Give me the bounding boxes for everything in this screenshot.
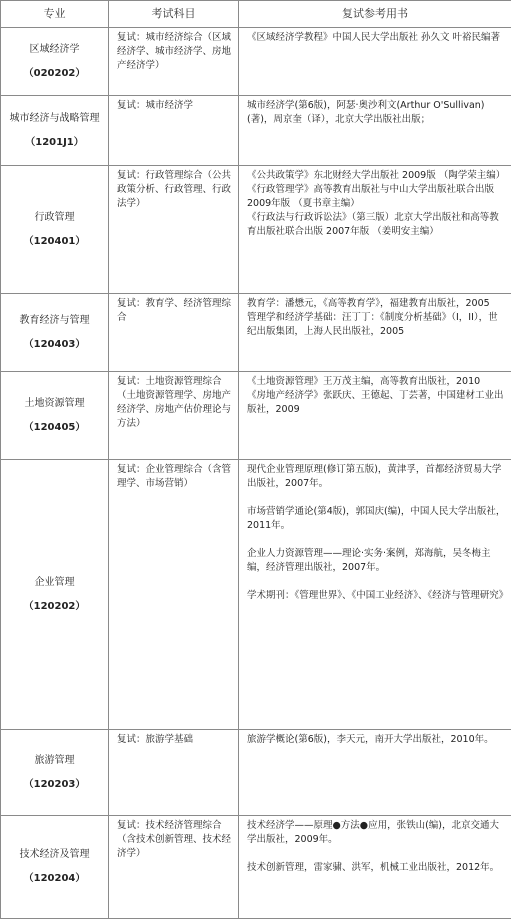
major-name: 行政管理 (35, 212, 75, 223)
book-entry: 管理学和经济学基础：汪丁丁：《制度分析基础》（I，II），世纪出版集团，上海人民出版社，2005 (247, 311, 507, 339)
major-code: （120202） (3, 599, 106, 615)
major-name: 区域经济学 (30, 44, 80, 55)
book-entry: 城市经济学(第6版)，阿瑟·奥沙利文(Arthur O'Sullivan) (著)，周京奎（译），北京大学出版社出版； (247, 99, 507, 127)
major-cell (1, 816, 109, 919)
table-row (1, 372, 511, 460)
major-name: 土地资源管理 (25, 398, 85, 409)
major-cell (1, 96, 109, 166)
header-subject: 考试科目 (109, 1, 239, 28)
major-code: （020202） (3, 66, 106, 82)
table-row (1, 730, 511, 816)
table-row (1, 294, 511, 372)
major-code: （120403） (3, 337, 106, 353)
major-cell (1, 372, 109, 460)
major-code: （120203） (3, 777, 106, 793)
table-row (1, 460, 511, 730)
major-name: 企业管理 (35, 577, 75, 588)
books-cell (239, 372, 511, 460)
table-row (1, 96, 511, 166)
books-cell (239, 730, 511, 816)
major-cell (1, 730, 109, 816)
book-entry: 现代企业管理原理(修订第五版)，黄津孚，首都经济贸易大学出版社，2007年。 (247, 463, 507, 491)
book-entry: 《土地资源管理》王万茂主编，高等教育出版社，2010 (247, 375, 507, 389)
subject-cell: 复试：企业管理综合（含管理学、市场营销） (109, 460, 239, 730)
table-row (1, 166, 511, 294)
subject-cell: 复试：行政管理综合（公共政策分析、行政管理、行政法学） (109, 166, 239, 294)
major-code: （120405） (3, 420, 106, 436)
book-entry: 市场营销学通论(第4版)，郭国庆(编)，中国人民大学出版社，2011年。 (247, 505, 507, 533)
header-major: 专业 (1, 1, 109, 28)
major-code: （120401） (3, 234, 106, 250)
book-entry: 《公共政策学》东北财经大学出版社 2009版 （陶学荣主编） (247, 169, 507, 183)
book-entry: 《行政法与行政诉讼法》（第三版）北京大学出版社和高等教育出版社联合出版 2007年版 （姜明安主编） (247, 211, 507, 239)
books-cell (239, 816, 511, 919)
book-entry: 《区域经济学教程》中国人民大学出版社 孙久文 叶裕民编著 (247, 31, 507, 45)
book-entry: 旅游学概论(第6版)，李天元，南开大学出版社，2010年。 (247, 733, 507, 747)
major-cell (1, 460, 109, 730)
book-entry: 技术创新管理，雷家骕、洪军，机械工业出版社，2012年。 (247, 861, 507, 875)
subject-cell: 复试：城市经济学 (109, 96, 239, 166)
book-entry: 教育学：潘懋元，《高等教育学》，福建教育出版社，2005 (247, 297, 507, 311)
books-cell (239, 28, 511, 96)
book-entry: 《房地产经济学》张跃庆、王德起、丁芸著，中国建材工业出版社，2009 (247, 389, 507, 417)
subject-cell: 复试：技术经济管理综合（含技术创新管理、技术经济学） (109, 816, 239, 919)
subject-cell: 复试：教育学、经济管理综合 (109, 294, 239, 372)
books-cell (239, 294, 511, 372)
major-cell (1, 28, 109, 96)
major-name: 教育经济与管理 (20, 315, 90, 326)
major-code: （1201J1） (3, 135, 106, 151)
header-row (1, 1, 511, 28)
table-row (1, 28, 511, 96)
books-cell (239, 96, 511, 166)
major-name: 城市经济与战略管理 (10, 113, 100, 124)
book-entry: 企业人力资源管理——理论·实务·案例，郑海航，吴冬梅主编，经济管理出版社，2007年。 (247, 547, 507, 575)
major-code: （120204） (3, 871, 106, 887)
book-entry: 技术经济学——原理●方法●应用，张铁山(编)，北京交通大学出版社，2009年。 (247, 819, 507, 847)
major-cell (1, 166, 109, 294)
table-row (1, 816, 511, 919)
header-books: 复试参考用书 (239, 1, 511, 28)
subject-cell: 复试：旅游学基础 (109, 730, 239, 816)
book-entry: 《行政管理学》高等教育出版社与中山大学出版社联合出版 2009年版 （夏书章主编） (247, 183, 507, 211)
subject-cell: 复试：城市经济综合（区域经济学、城市经济学、房地产经济学） (109, 28, 239, 96)
books-cell (239, 460, 511, 730)
major-name: 旅游管理 (35, 755, 75, 766)
book-entry: 学术期刊：《管理世界》、《中国工业经济》、《经济与管理研究》 (247, 589, 507, 603)
major-cell (1, 294, 109, 372)
books-cell (239, 166, 511, 294)
subject-cell: 复试：土地资源管理综合（土地资源管理学、房地产经济学、房地产估价理论与方法） (109, 372, 239, 460)
major-name: 技术经济及管理 (20, 849, 90, 860)
